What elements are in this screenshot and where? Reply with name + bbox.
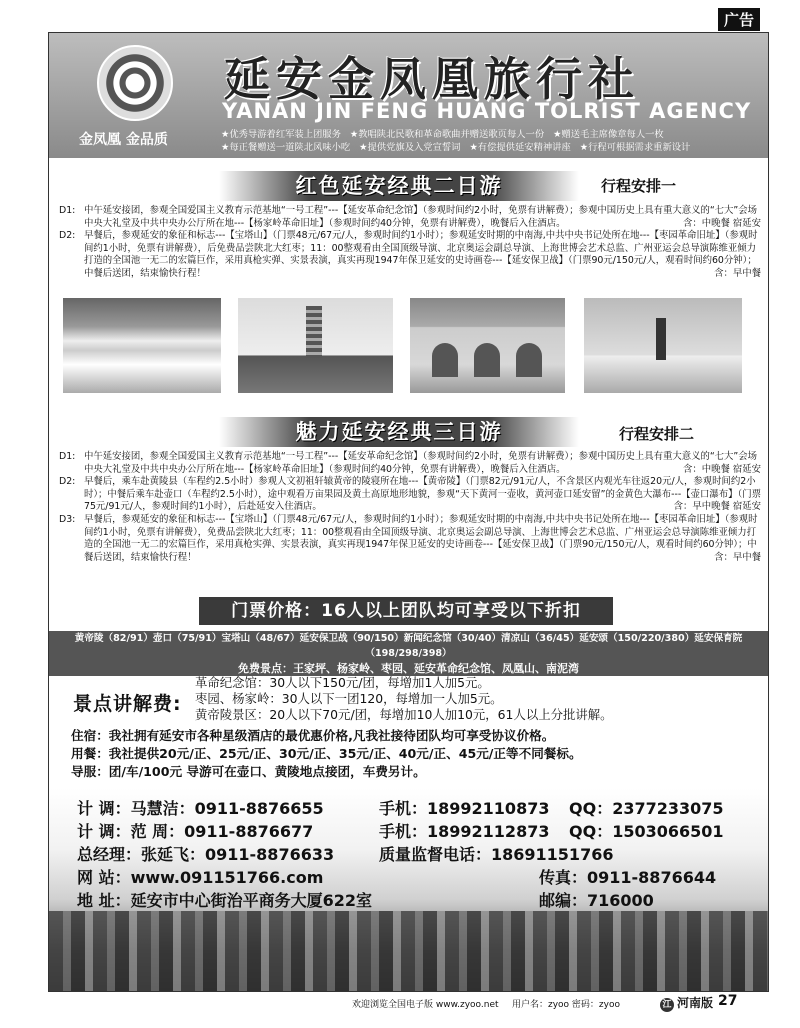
- ticket-prices: 黄帝陵（82/91）壶口（75/91）宝塔山（48/67）延安保卫战（90/150）新闻纪念馆（30/40）清凉山（36/45）延安颂（150/220/380）延安保育院（198/298/398）: [74, 633, 743, 659]
- address: 地 址：延安市中心街治平商务大厦622室: [77, 891, 372, 910]
- service-meals: 用餐：我社提供20元/正、25元/正、30元/正、35元/正、40元/正、45元/正等不同餐标。: [71, 746, 582, 761]
- tour1-schedule-label: 行程安排一: [601, 177, 677, 195]
- tour2-itinerary: [59, 451, 761, 564]
- tour2-day2: D2: 早餐后，乘车赴黄陵县（车程约2.5小时）参观人文初祖轩辕黄帝的陵寝所在地---【黄帝陵】（门票82元/91元/人，不含景区内观光车往返20元/人，参观时间约2小时）；中餐后乘车赴壶口（车程约2.5小时），途中观看万亩果园及黄土高原地形地貌，参观“天下黄河一壶收，黄河壶口延安留”的金黄色大瀑布---【壶口瀑布】（门票75元/91元/人，参观时间约1小时），后赴延安入住酒店。 含：早中晚餐 宿延安: [59, 476, 761, 513]
- contact-row1-qq: QQ：2377233075: [569, 799, 724, 818]
- feature-item: ★有偿提供延安精神讲座: [469, 142, 571, 153]
- ticket-price-banner: [199, 597, 613, 625]
- website[interactable]: 网 站：www.091151766.com: [77, 868, 324, 887]
- contact-row3: 总经理：张延飞：0911-8876633: [77, 845, 335, 864]
- guide-fee-line: 黄帝陵景区：20人以下70元/团，每增加10人加10元，61人以上分批讲解。: [195, 707, 613, 722]
- contact-row2-mobile: 手机：18992112873: [379, 822, 550, 841]
- tour2-title: 魅力延安经典三日游: [295, 420, 503, 444]
- zip-code: 邮编：716000: [539, 891, 654, 910]
- contact-row2: 计 调：范 周：0911-8876677: [77, 822, 314, 841]
- agency-header: [49, 33, 768, 158]
- features-row2: [221, 141, 766, 154]
- guide-fee-label: 景点讲解费:: [73, 693, 182, 715]
- tour2-day3: D3: 早餐后，参观延安的象征和标志---【宝塔山】（门票48元/67元/人，参观时间约1小时）；参观延安时期的中南海,中共中央书记处所在地---【枣园革命旧址】（参观时间约1小时，免票有讲解费），免费品尝陕北大红枣；11：00整观看由全国顶级导演、北京奥运会副总导演、上海世博会艺术总监、广州亚运会总导演陈维亚倾力打造的全国池一无二的宏篇巨作，采用真枪实弹、实景表演，真实再现1947年保卫延安的史诗画卷---【延安保卫战】（门票90元/150元/人，观看时间约60分钟）；中餐后送团，结束愉快行程！ 含：早中餐: [59, 513, 761, 563]
- pagoda-icon: [306, 306, 322, 358]
- service-guide: 导服：团/车/100元 导游可在壶口、黄陵地点接团，车费另计。: [71, 764, 426, 779]
- cave-dwelling-photo: [410, 298, 565, 393]
- cave-arch-icon: [474, 343, 500, 377]
- edition-text: 河南版: [677, 996, 714, 1010]
- quality-hotline: 质量监督电话：18691151766: [379, 845, 614, 864]
- tour1-day1: D1: 中午延安接团，参观全国爱国主义教育示范基地“一号工程”---【延安革命纪念馆】（参观时间约2小时，免票有讲解费）；参观中国历史上具有重大意义的“七大”会场中央大礼堂及中共中央办公厅所在地---【杨家岭革命旧址】（参观时间约40分钟，免票有讲解费），晚餐后入住酒店。 含：中晚餐 宿延安: [59, 205, 761, 229]
- footer-site[interactable]: 欢迎浏览全国电子版 www.zyoo.net: [352, 1000, 499, 1010]
- tour1-banner: [219, 171, 579, 201]
- ad-tag: 广告: [718, 8, 760, 31]
- feature-item: ★行程可根据需求重新设计: [579, 142, 691, 153]
- guide-fee-line: 枣园、杨家岭：30人以下一团120，每增加一人加5元。: [195, 691, 503, 706]
- guide-fee-list: [195, 675, 613, 723]
- guide-fee-line: 革命纪念馆：30人以下150元/团，每增加1人加5元。: [195, 675, 490, 690]
- pagoda-photo: [238, 298, 393, 393]
- contact-row1: 计 调：马慧洁：0911-8876655: [77, 799, 324, 818]
- page-number: 27: [718, 993, 738, 1009]
- tour2-schedule-label: 行程安排二: [619, 425, 695, 443]
- memorial-statue-photo: [584, 298, 742, 393]
- fax: 传真：0911-8876644: [539, 868, 717, 887]
- tour1-itinerary: [59, 205, 761, 281]
- feature-item: ★优秀导游着红军装上团服务: [221, 129, 341, 140]
- slogan: 金凤凰 金品质: [79, 132, 168, 148]
- edition-label: [660, 994, 713, 1012]
- feature-item: ★提供党旗及入党宣誓词: [359, 142, 461, 153]
- phoenix-logo-icon: [97, 45, 173, 121]
- soldiers-photo: [49, 911, 768, 991]
- ad-page: [48, 32, 769, 992]
- service-lodging: 住宿：我社拥有延安市各种星级酒店的最优惠价格,凡我社接待团队均可享受协议价格。: [71, 728, 555, 743]
- tour1-day2: D2: 早餐后，参观延安的象征和标志---【宝塔山】（门票48元/67元/人，参观时间约1小时）；参观延安时期的中南海,中共中央书记处所在地---【枣园革命旧址】（参观时间约1小时，免票有讲解费），后免费品尝陕北大红枣；11：00整观看由全国顶级导演、北京奥运会副总导演、上海世博会艺术总监、广州亚运会总导演陈维亚倾力打造的全国池一无二的宏篇巨作，采用真枪实弹、实景表演，真实再现1947年保卫延安的史诗画卷---【延安保卫战】（门票90元/150元/人，观看时间约60分钟）；中餐后送团，结束愉快行程！ 含：早中餐: [59, 230, 761, 279]
- contact-section: [49, 788, 768, 991]
- ticket-price-title: 门票价格：16人以上团队均可享受以下折扣: [231, 601, 581, 621]
- contact-row2-qq: QQ：1503066501: [569, 822, 724, 841]
- contact-row1-mobile: 手机：18992110873: [379, 799, 550, 818]
- features-row1: [221, 128, 766, 141]
- agency-title-cn: 延安金凤凰旅行社: [224, 52, 640, 106]
- waterfall-photo: [63, 298, 221, 393]
- tour2-banner: [219, 417, 579, 447]
- statue-icon: [656, 318, 666, 360]
- tour2-day1: D1: 中午延安接团，参观全国爱国主义教育示范基地“一号工程”---【延安革命纪念馆】（参观时间约2小时，免票有讲解费）；参观中国历史上具有重大意义的“七大”会场中央大礼堂及中共中央办公厅所在地---【杨家岭革命旧址】（参观时间约40分钟，免票有讲解费），晚餐后入住酒店。 含：中晚餐 宿延安: [59, 451, 761, 475]
- tour1-title: 红色延安经典二日游: [295, 174, 503, 198]
- cave-arch-icon: [516, 343, 542, 377]
- feature-item: ★每正餐赠送一道陕北风味小吃: [221, 142, 351, 153]
- agency-title-en: YANAN JIN FENG HUANG TOLRIST AGENCY: [222, 99, 752, 123]
- feature-item: ★赠送毛主席像章每人一枚: [553, 129, 664, 140]
- feature-item: ★教唱陕北民歌和革命歌曲并赠送歌页每人一份: [349, 129, 545, 140]
- ticket-price-list: [49, 631, 768, 676]
- footer-login: 用户名：zyoo 密码：zyoo: [512, 1000, 620, 1010]
- edition-mark-icon: 江: [660, 998, 674, 1012]
- services: [71, 727, 582, 781]
- features: [221, 128, 766, 154]
- cave-arch-icon: [432, 343, 458, 377]
- free-attractions: 免费景点：王家坪、杨家岭、枣园、延安革命纪念馆、凤凰山、南泥湾: [238, 662, 579, 675]
